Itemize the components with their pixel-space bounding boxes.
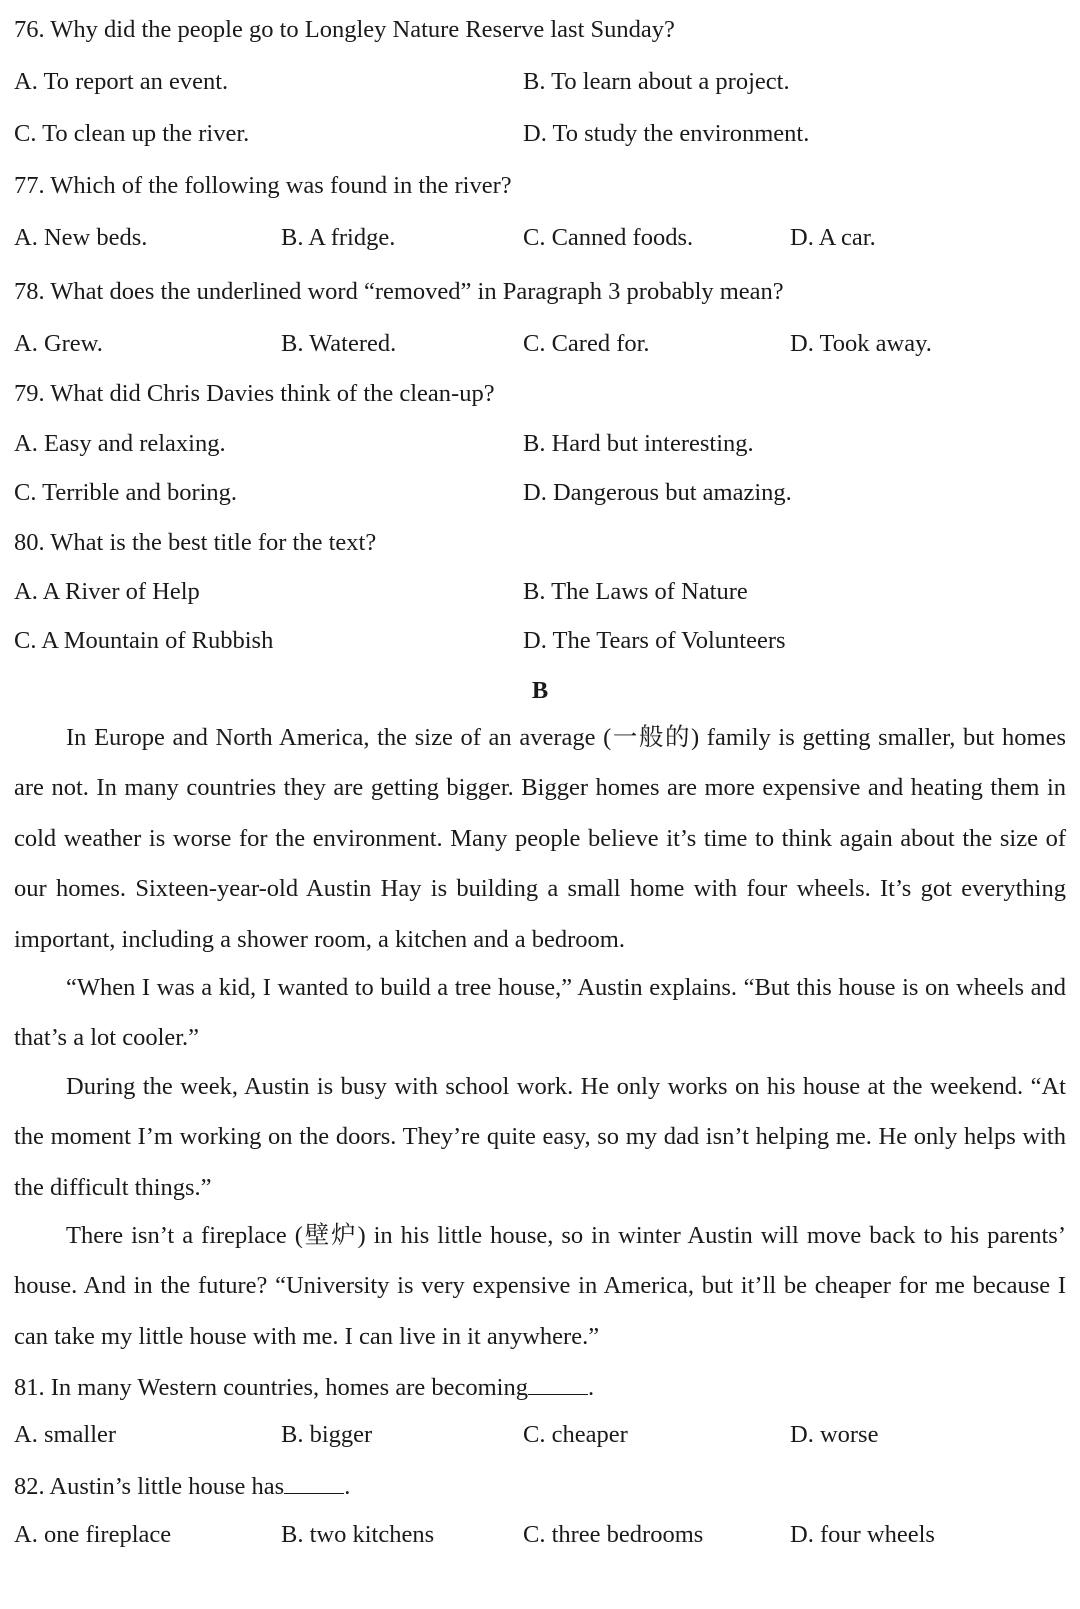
q79-option-d[interactable]: D. Dangerous but amazing. (523, 479, 792, 506)
q77-option-b[interactable]: B. A fridge. (281, 224, 396, 251)
q76-option-c[interactable]: C. To clean up the river. (14, 120, 250, 147)
q81-answer-blank[interactable] (528, 1372, 588, 1395)
question-81-options (14, 1421, 1066, 1455)
q79-option-c[interactable]: C. Terrible and boring. (14, 479, 238, 506)
question-77-stem: 77. Which of the following was found in the river? (14, 172, 512, 199)
q80-option-c[interactable]: C. A Mountain of Rubbish (14, 627, 274, 654)
question-77-options (14, 224, 1066, 258)
q76-option-b[interactable]: B. To learn about a project. (523, 68, 790, 95)
question-76-options-row-1 (14, 68, 1066, 102)
q76-option-d[interactable]: D. To study the environment. (523, 120, 810, 147)
question-76-options-row-2 (14, 120, 1066, 154)
q80-option-a[interactable]: A. A River of Help (14, 578, 200, 605)
question-78-options (14, 330, 1066, 364)
question-81-stem (14, 1372, 594, 1402)
passage-paragraph-1: In Europe and North America, the size of an average (一般的) family is getting smaller, but homes are not. In many countries they are getting bigger. Bigger homes are more expensive and heating them in cold weather is worse for the environment. Many people believe it’s time to think again about the size of our homes. Sixteen-year-old Austin Hay is building a small home with four wheels. It’s got everything important, including a shower room, a kitchen and a bedroom. (14, 724, 1066, 953)
question-82-text: 82. Austin’s little house has (14, 1473, 285, 1500)
q80-option-d[interactable]: D. The Tears of Volunteers (523, 627, 786, 654)
q79-option-b[interactable]: B. Hard but interesting. (523, 430, 754, 457)
q80-option-b[interactable]: B. The Laws of Nature (523, 578, 748, 605)
q82-option-a[interactable]: A. one fireplace (14, 1521, 172, 1548)
q82-option-c[interactable]: C. three bedrooms (523, 1521, 704, 1548)
question-81-text: 81. In many Western countries, homes are becoming (14, 1374, 528, 1401)
q82-option-b[interactable]: B. two kitchens (281, 1521, 435, 1548)
section-b-title: B (531, 677, 549, 704)
question-79-options-row-2 (14, 479, 1066, 513)
question-82-end: . (344, 1473, 351, 1500)
q79-option-a[interactable]: A. Easy and relaxing. (14, 430, 226, 457)
q82-answer-blank[interactable] (284, 1471, 344, 1494)
q77-option-c[interactable]: C. Canned foods. (523, 224, 694, 251)
question-80-stem: 80. What is the best title for the text? (14, 529, 377, 556)
question-80-options-row-1 (14, 578, 1066, 612)
q78-option-d[interactable]: D. Took away. (790, 330, 932, 357)
q77-option-a[interactable]: A. New beds. (14, 224, 148, 251)
question-81-end: . (587, 1374, 595, 1401)
question-76-stem: 76. Why did the people go to Longley Nature Reserve last Sunday? (14, 16, 675, 43)
q81-option-b[interactable]: B. bigger (281, 1421, 373, 1448)
passage-paragraph-3: During the week, Austin is busy with school work. He only works on his house at the weekend. “At the moment I’m working on the doors. They’re quite easy, so my dad isn’t helping me. He only helps with the difficult things.” (14, 1073, 1066, 1201)
question-78-stem: 78. What does the underlined word “removed” in Paragraph 3 probably mean? (14, 278, 784, 305)
q78-option-c[interactable]: C. Cared for. (523, 330, 650, 357)
q77-option-d[interactable]: D. A car. (790, 224, 876, 251)
q78-option-b[interactable]: B. Watered. (281, 330, 397, 357)
q81-option-d[interactable]: D. worse (790, 1421, 879, 1448)
q76-option-a[interactable]: A. To report an event. (14, 68, 229, 95)
question-79-stem: 79. What did Chris Davies think of the clean-up? (14, 380, 495, 407)
passage-paragraph-2: “When I was a kid, I wanted to build a tree house,” Austin explains. “But this house is on wheels and that’s a lot cooler.” (14, 974, 1066, 1052)
q81-option-a[interactable]: A. smaller (14, 1421, 117, 1448)
passage-paragraph-4: There isn’t a fireplace (壁炉) in his little house, so in winter Austin will move back to his parents’ house. And in the future? “University is very expensive in America, but it’ll be cheaper for me because I can take my little house with me. I can live in it anywhere.” (14, 1222, 1066, 1350)
question-82-stem (14, 1471, 350, 1501)
q78-option-a[interactable]: A. Grew. (14, 330, 103, 357)
question-79-options-row-1 (14, 430, 1066, 464)
question-82-options (14, 1521, 1066, 1555)
q81-option-c[interactable]: C. cheaper (523, 1421, 628, 1448)
q82-option-d[interactable]: D. four wheels (790, 1521, 935, 1548)
question-80-options-row-2 (14, 627, 1066, 661)
